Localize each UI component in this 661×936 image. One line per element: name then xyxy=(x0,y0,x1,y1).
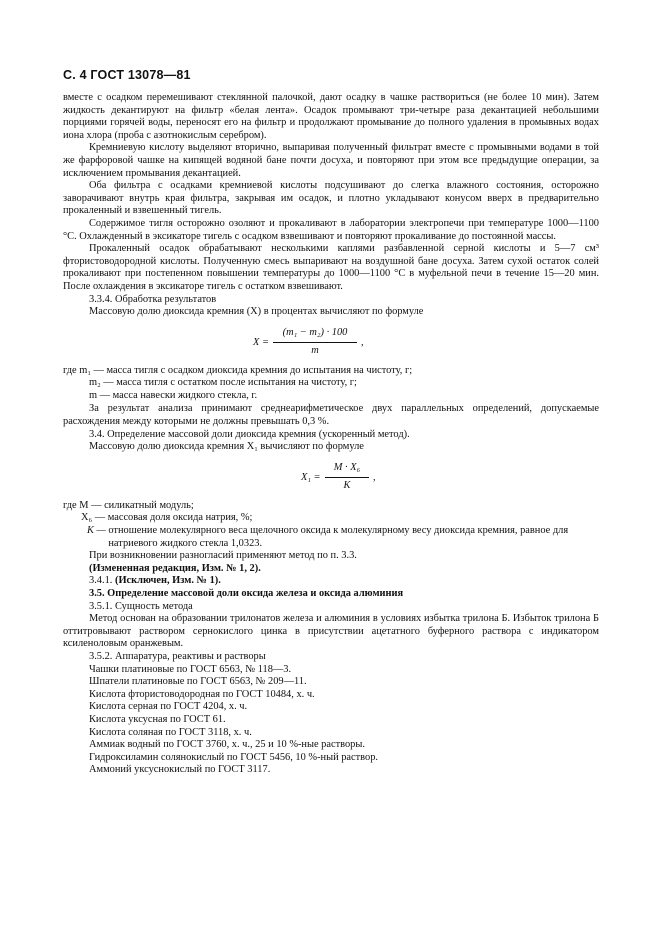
page-header: С. 4 ГОСТ 13078—81 xyxy=(63,68,191,82)
definition: где M — силикатный модуль; xyxy=(63,499,194,511)
definition xyxy=(63,525,599,550)
section-heading: 3.5. Определение массовой доли оксида железа и оксида алюминия xyxy=(89,588,404,599)
definition-label: K — xyxy=(87,525,109,537)
section-heading: 3.4. Определение массовой доли диоксида кремния (ускоренный метод). xyxy=(89,428,410,440)
fraction-bar xyxy=(325,477,369,478)
section-number: 3.4.1. xyxy=(89,575,115,587)
formula-denominator: m xyxy=(311,344,319,356)
formula-denominator: K xyxy=(343,479,351,491)
paragraph: Оба фильтра с осадками кремниевой кислоты подсушивают до слегка влажного состояния, осторожно заворачивают внутрь края фильтра, закрывая им осадок, и плотно укладывают конусом вверх в предварительно прокаленный и взвешенный тигель. xyxy=(63,180,599,217)
paragraph: Массовую долю диоксида кремния (X) в процентах вычисляют по формуле xyxy=(89,306,424,318)
formula-tail: , xyxy=(361,336,364,348)
fraction-bar xyxy=(273,342,357,343)
list-item: Чашки платиновые по ГОСТ 6563, № 118—3. xyxy=(89,663,292,675)
formula-tail: , xyxy=(373,471,376,483)
paragraph: При возникновении разногласий применяют метод по п. 3.3. xyxy=(89,550,357,562)
definition: m₂ — масса тигля с остатком после испытания на чистоту, г; xyxy=(89,377,357,389)
definition: X₆ — массовая доля оксида натрия, %; xyxy=(81,512,253,524)
definition-text: отношение молекулярного веса щелочного оксида к молекулярному весу диоксида кремния, равное для натриевого жидкого стекла 1,0323. xyxy=(108,525,569,549)
list-item: Кислота уксусная по ГОСТ 61. xyxy=(89,713,226,725)
paragraph: вместе с осадком перемешивают стеклянной палочкой, дают осадку в чашке раствориться (не более 10 мин). Затем жидкость декантируют на фильтр «белая лента». Осадок промывают три-четыре раза декантацией небольшими порциями горячей воды, переносят его на фильтр и продолжают промывание до полного удаления в промывных водах иона хлора (проба с азотнокислым серебром). xyxy=(63,92,599,141)
formula-numerator: (m₁ − m₂) · 100 xyxy=(282,326,348,338)
list-item: Гидроксиламин солянокислый по ГОСТ 5456, 10 %-ный раствор. xyxy=(89,751,379,763)
paragraph: Метод основан на образовании трилонатов железа и алюминия в условиях избытка трилона Б. Избыток трилона Б оттитровывают раствором сернокислого цинка в присутствии ацетатного буферного раствора с индикатором ксиленоловым оранжевым. xyxy=(63,613,599,650)
paragraph: Прокаленный осадок обрабатывают несколькими каплями разбавленной серной кислоты и 5—7 см³ фтористоводородной кислоты. Полученную смесь выпаривают на воздушной бане досуха. Затем сухой остаток солей прокаливают при постепенном повышении температуры до 1000—1100 °С в муфельной печи в течение 15—20 мин. После охлаждения в эксикаторе тигель с остатком взвешивают. xyxy=(63,243,599,292)
section-heading: 3.3.4. Обработка результатов xyxy=(89,293,217,305)
section-heading xyxy=(63,575,599,588)
formula-x xyxy=(63,319,599,365)
formula-lhs: X₁ = xyxy=(301,471,321,483)
definition: m — масса навески жидкого стекла, г. xyxy=(89,389,258,401)
paragraph: Кремниевую кислоту выделяют вторично, выпаривая полученный фильтрат вместе с промывными водами в той же фарфоровой чашке на кипящей водяной бане почти досуха, и повторяют при этом все предыдущие операции, за исключением промывания декантацией. xyxy=(63,142,599,179)
list-item: Шпатели платиновые по ГОСТ 6563, № 209—11. xyxy=(89,676,307,688)
section-heading: 3.5.2. Аппаратура, реактивы и растворы xyxy=(89,650,266,662)
definition: где m₁ — масса тигля с осадком диоксида кремния до испытания на чистоту, г; xyxy=(63,364,413,376)
formula-numerator: M · X₆ xyxy=(333,461,361,473)
edit-note: (Измененная редакция, Изм. № 1, 2). xyxy=(89,562,261,574)
paragraph: За результат анализа принимают среднеарифметическое двух параллельных определений, допускаемые расхождения между которыми не должны превышать 0,3 %. xyxy=(63,403,599,428)
section-heading: 3.5.1. Сущность метода xyxy=(89,600,193,612)
list-item: Кислота фтористоводородная по ГОСТ 10484, х. ч. xyxy=(89,688,315,700)
edit-note: (Исключен, Изм. № 1). xyxy=(114,575,221,587)
formula-lhs: X = xyxy=(253,336,269,348)
list-item: Кислота серная по ГОСТ 4204, х. ч. xyxy=(89,701,248,713)
list-item: Аммоний уксуснокислый по ГОСТ 3117. xyxy=(89,764,271,776)
paragraph: Массовую долю диоксида кремния X₁ вычисляют по формуле xyxy=(89,441,364,453)
paragraph: Содержимое тигля осторожно озоляют и прокаливают в лаборатории электропечи при температуре 1000—1100 °С. Охлажденный в эксикаторе тигель с осадком взвешивают и повторяют прокаливание до постоянной массы. xyxy=(63,217,599,242)
list-item: Аммиак водный по ГОСТ 3760, х. ч., 25 и 10 %-ные растворы. xyxy=(89,739,365,751)
document-body xyxy=(63,92,599,777)
list-item: Кислота соляная по ГОСТ 3118, х. ч. xyxy=(89,726,252,738)
formula-x1 xyxy=(63,454,599,500)
